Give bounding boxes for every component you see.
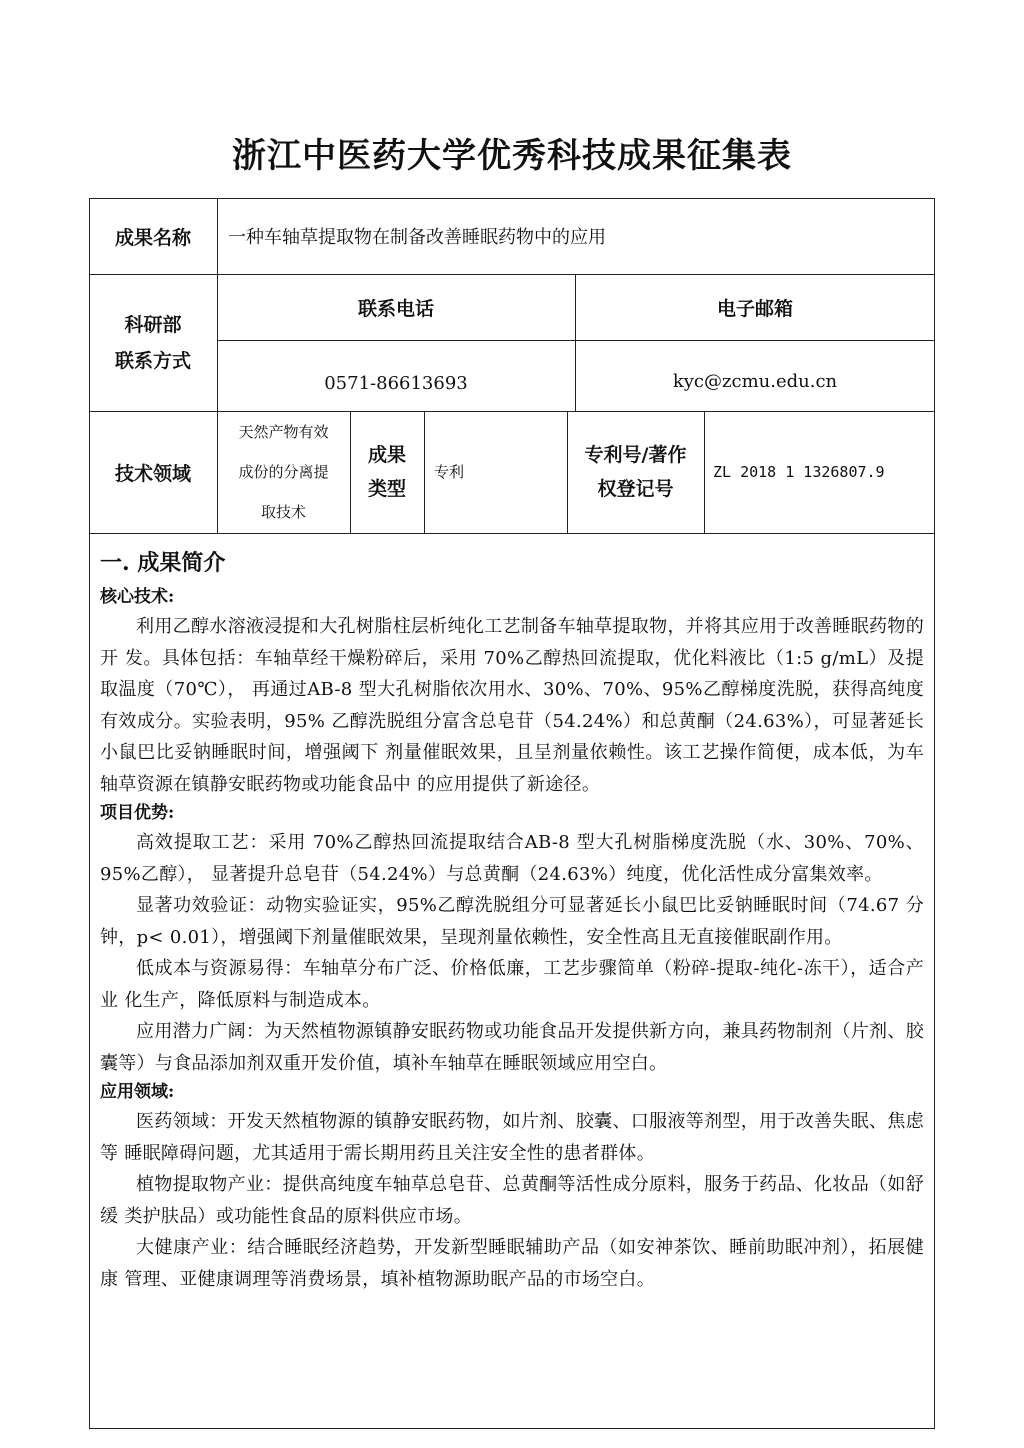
intro-heading: 一. 成果简介	[100, 550, 226, 576]
tech-field-line2: 成份的分离提	[238, 463, 329, 481]
email-value: kyc@zcmu.edu.cn	[672, 370, 838, 392]
core-heading: 核心技术:	[100, 587, 175, 607]
core-paragraph: 利用乙醇水溶液浸提和大孔树脂柱层析纯化工艺制备车轴草提取物，并将其应用于改善睡眠药物的开 发。具体包括：车轴草经干燥粉碎后，采用 70%乙醇热回流提取，优化料液比（1:5 g/mL）及提取温度（70℃）， 再通过AB-8 型大孔树脂依次用水、30%、70%、95%乙醇梯度洗脱，获得高纯度有效成分。实验表明，95% 乙醇洗脱组分富含总皂苷（54.24%）和总黄酮（24.63%），可显著延长小鼠巴比妥钠睡眠时间，增强阈下 剂量催眠效果，且呈剂量依赖性。该工艺操作简便，成本低，为车轴草资源在镇静安眠药物或功能食品中 的应用提供了新途径。	[100, 616, 924, 795]
contact-label	[89, 274, 217, 411]
advantage-heading: 项目优势:	[100, 803, 175, 823]
application-heading: 应用领域:	[100, 1082, 175, 1102]
type-label	[350, 411, 424, 533]
contact-label-line2: 联系方式	[114, 349, 191, 372]
type-value: 专利	[434, 463, 465, 481]
contact-label-line1: 科研部	[124, 313, 182, 336]
advantage-paragraph: 低成本与资源易得：车轴草分布广泛、价格低廉，工艺步骤简单（粉碎-提取-纯化-冻干），适合产业 化生产，降低原料与制造成本。	[100, 958, 924, 1011]
tech-field-line3: 取技术	[260, 503, 306, 521]
patent-label-line1: 专利号/著作	[584, 444, 687, 466]
col-divider	[424, 411, 425, 533]
patent-value: ZL 2018 1 1326807.9	[713, 463, 885, 481]
tech-field-label: 技术领域	[114, 462, 191, 485]
col-divider	[704, 411, 705, 533]
patent-label	[567, 411, 704, 533]
patent-label-line2: 权登记号	[597, 478, 674, 500]
achievement-name-label: 成果名称	[114, 226, 191, 249]
type-label-line2: 类型	[367, 478, 406, 500]
row-divider	[89, 533, 935, 534]
advantage-paragraph: 显著功效验证：动物实验证实，95%乙醇洗脱组分可显著延长小鼠巴比妥钠睡眠时间（74.67 分钟，p< 0.01），增强阈下剂量催眠效果，呈现剂量依赖性，安全性高且无直接催眠副作用。	[100, 895, 924, 948]
application-paragraph: 大健康产业：结合睡眠经济趋势，开发新型睡眠辅助产品（如安神茶饮、睡前助眠冲剂），拓展健康 管理、亚健康调理等消费场景，填补植物源助眠产品的市场空白。	[100, 1237, 924, 1290]
application-paragraph: 植物提取物产业：提供高纯度车轴草总皂苷、总黄酮等活性成分原料，服务于药品、化妆品（如舒缓 类护肤品）或功能性食品的原料供应市场。	[100, 1174, 924, 1227]
tech-field-line1: 天然产物有效	[238, 423, 329, 441]
advantage-paragraph: 高效提取工艺：采用 70%乙醇热回流提取结合AB-8 型大孔树脂梯度洗脱（水、30%、70%、95%乙醇）， 显著提升总皂苷（54.24%）与总黄酮（24.63%）纯度，优化活性成分富集效率。	[100, 832, 924, 885]
type-label-line1: 成果	[367, 444, 406, 466]
email-header: 电子邮箱	[716, 297, 793, 320]
page-title: 浙江中医药大学优秀科技成果征集表	[232, 136, 792, 176]
achievement-name-value: 一种车轴草提取物在制备改善睡眠药物中的应用	[228, 227, 606, 248]
phone-header: 联系电话	[357, 297, 434, 320]
row-divider	[217, 340, 935, 341]
intro-section	[100, 546, 924, 1295]
application-paragraph: 医药领域：开发天然植物源的镇静安眠药物，如片剂、胶囊、口服液等剂型，用于改善失眠、焦虑等 睡眠障碍问题，尤其适用于需长期用药且关注安全性的患者群体。	[100, 1111, 924, 1164]
phone-value: 0571-86613693	[324, 372, 468, 394]
advantage-paragraph: 应用潜力广阔：为天然植物源镇静安眠药物或功能食品开发提供新方向，兼具药物制剂（片剂、胶囊等）与食品添加剂双重开发价值，填补车轴草在睡眠领域应用空白。	[100, 1021, 924, 1074]
tech-field-value	[217, 411, 350, 533]
